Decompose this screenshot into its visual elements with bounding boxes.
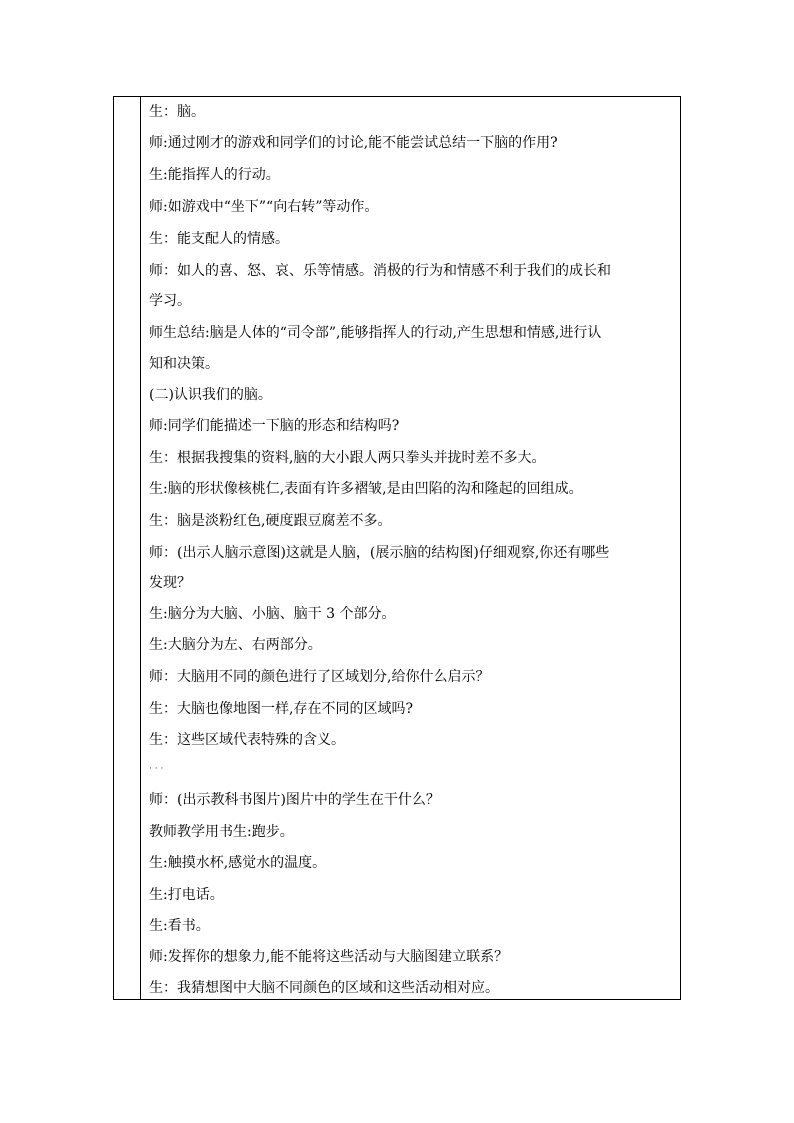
dialogue-line: 生：这些区域代表特殊的含义。	[149, 732, 345, 748]
dialogue-line: 生：脑。	[149, 104, 205, 120]
dialogue-line: 师:通过刚才的游戏和同学们的讨论,能不能尝试总结一下脑的作用?	[149, 135, 558, 151]
dialogue-line: 师:发挥你的想象力,能不能将这些活动与大脑图建立联系？	[149, 949, 509, 965]
dialogue-line: (二)认识我们的脑。	[149, 387, 272, 403]
dialogue-line: 师：(出示人脑示意图)这就是人脑，(展示脑的结构图)仔细观察,你还有哪些	[149, 545, 610, 561]
dialogue-line: 教师教学用书生:跑步。	[149, 824, 294, 840]
content-cell	[141, 97, 680, 999]
dialogue-line: 生：大脑也像地图一样,存在不同的区域吗?	[149, 701, 413, 717]
dialogue-line: 生：脑是淡粉红色,硬度跟豆腐差不多。	[149, 513, 392, 529]
dialogue-line: 师：大脑用不同的颜色进行了区域划分,给你什么启示？	[149, 669, 490, 685]
dialogue-line: 师生总结:脑是人体的“司令部”,能够指挥人的行动,产生思想和情感,进行认	[149, 325, 602, 341]
dialogue-line: 学习。	[149, 293, 191, 309]
dialogue-line: 生:打电话。	[149, 887, 224, 903]
dialogue-line: 师：如人的喜、怒、哀、乐等情感。消极的行为和情感不利于我们的成长和	[149, 263, 611, 279]
dialogue-line: 师：(出示教科书图片)图片中的学生在干什么？	[149, 792, 440, 808]
dialogue-line: 生：我猜想图中大脑不同颜色的区域和这些活动相对应。	[149, 980, 499, 996]
dialogue-line: 生:脑分为大脑、小脑、脑干 3 个部分。	[149, 606, 396, 622]
dialogue-line: 师:同学们能描述一下脑的形态和结构吗?	[149, 418, 400, 434]
dialogue-line: 生：根据我搜集的资料,脑的大小跟人两只拳头并拢时差不多大。	[149, 450, 546, 466]
dialogue-line: 生:能指挥人的行动。	[149, 167, 280, 183]
dialogue-line: 发现？	[149, 575, 191, 591]
left-column-cell	[114, 97, 141, 999]
lesson-table	[113, 96, 681, 1000]
dialogue-line: 知和决策。	[149, 356, 219, 372]
ellipsis-marker: · · ·	[149, 764, 164, 774]
dialogue-line: 生:触摸水杯,感觉水的温度。	[149, 855, 327, 871]
dialogue-line: 生：能支配人的情感。	[149, 231, 289, 247]
dialogue-line: 生:大脑分为左、右两部分。	[149, 637, 322, 653]
dialogue-line: 师:如游戏中“坐下”“向右转”等动作。	[149, 199, 379, 215]
dialogue-line: 生:脑的形状像核桃仁,表面有许多褶皱,是由凹陷的沟和隆起的回组成。	[149, 481, 583, 497]
dialogue-line: 生:看书。	[149, 918, 210, 934]
